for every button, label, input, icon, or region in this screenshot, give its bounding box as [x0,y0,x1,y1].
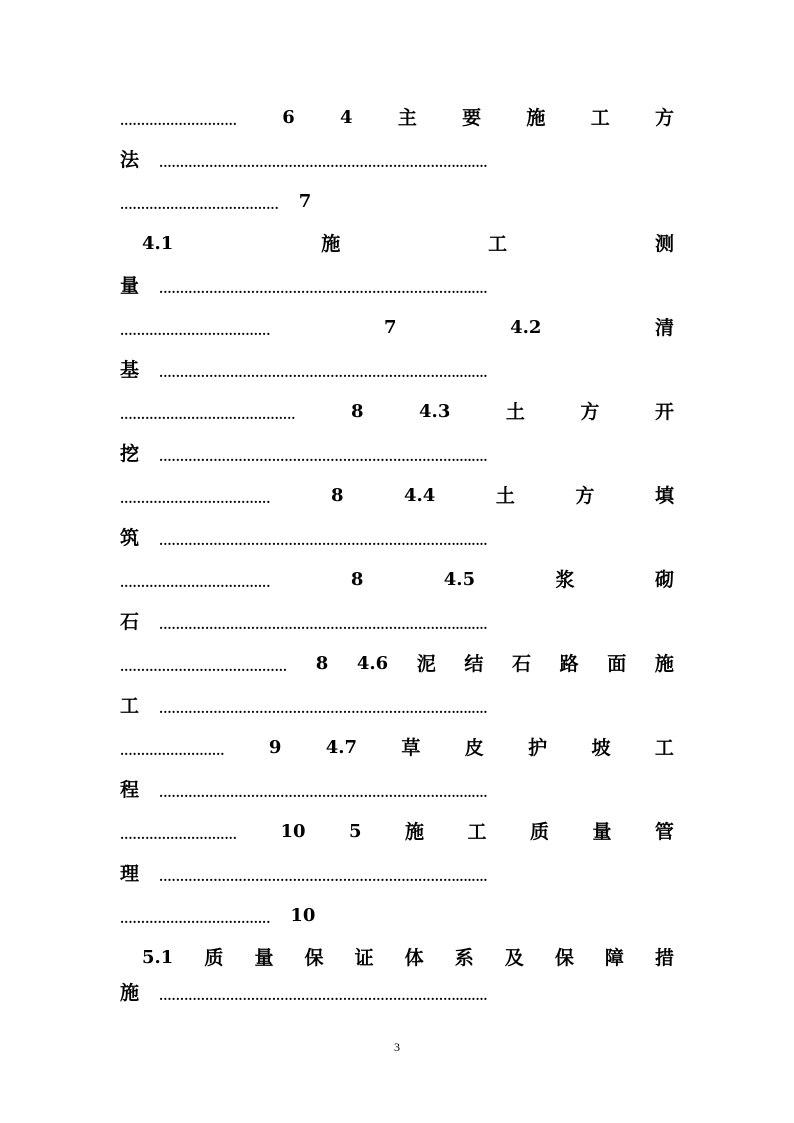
heading-char: 工 [654,737,674,759]
heading-char: 方 [654,107,674,129]
leader-dots: ......................... [120,744,225,758]
section-number: 4.4 [404,485,436,506]
heading-char: 体 [404,947,424,969]
toc-line [120,523,674,553]
heading-char: 保 [304,947,324,969]
heading-char: 质 [529,821,549,843]
toc-line [120,733,674,763]
heading-char: 砌 [654,569,674,591]
heading-char: 石 [120,611,140,633]
heading-char: 量 [120,275,140,297]
leader-dots: .......................................... [120,408,296,422]
section-number: 5 [348,821,362,842]
heading-char: 坡 [591,737,611,759]
page-ref: 10 [280,821,306,842]
page-ref: 10 [290,905,316,926]
heading-char: 方 [575,485,595,507]
heading-char: 证 [354,947,374,969]
heading-char: 量 [254,947,274,969]
heading-char: 要 [462,107,482,129]
heading-char: 石 [512,653,532,675]
section-number: 4.1 [142,233,174,254]
toc-line [120,481,674,511]
toc-line [120,607,674,637]
heading-char: 工 [120,695,140,717]
heading-char: 质 [204,947,224,969]
section-number: 4 [340,107,353,128]
leader-dots: ......................................................................……… [159,786,488,800]
toc-line [120,978,674,1008]
heading-char: 草 [401,737,421,759]
toc-line [120,145,674,175]
heading-char: 理 [120,863,140,885]
toc-line [120,691,674,721]
heading-char: 系 [454,947,474,969]
section-number: 5.1 [142,947,174,968]
heading-char: 面 [607,653,627,675]
heading-char: 结 [464,653,484,675]
leader-dots: ......................................................................……… [159,366,488,380]
leader-dots: ......................................................................……… [159,534,488,548]
toc-line [120,565,674,595]
heading-char: 测 [654,233,674,255]
leader-dots: ......................................................................……… [159,870,488,884]
heading-char: 量 [592,821,612,843]
leader-dots: ........................................ [120,660,288,674]
page-number: 3 [394,1040,400,1054]
heading-char: 管 [654,821,674,843]
toc-line [120,859,674,889]
heading-char: 泥 [416,653,436,675]
leader-dots: ......................................................................……… [159,618,488,632]
heading-char: 路 [559,653,579,675]
heading-char: 保 [554,947,574,969]
heading-char: 基 [120,359,140,381]
leader-dots: ......................................................................……… [159,702,488,716]
toc-line [120,817,674,847]
heading-char: 程 [120,779,140,801]
heading-char: 工 [488,233,508,255]
heading-char: 法 [120,149,140,171]
page-ref: 9 [268,737,282,758]
toc-line [120,313,674,343]
toc-line [120,775,674,805]
toc-line [120,901,674,931]
page-ref: 7 [383,317,397,338]
heading-char: 施 [321,233,341,255]
section-number: 4.5 [443,569,476,590]
heading-char: 措 [654,947,674,969]
leader-dots: ......................................................................……… [159,989,488,1003]
page-ref: 8 [350,569,364,590]
toc-line [120,649,674,679]
leader-dots: ......................................................................……… [159,450,488,464]
toc-line [142,943,674,973]
leader-dots: ............................ [120,114,237,128]
page-ref: 8 [315,653,329,674]
section-number: 4.7 [325,737,358,758]
heading-char: 主 [397,107,417,129]
heading-char: 清 [654,317,674,339]
page-ref: 7 [298,191,312,212]
page-ref: 6 [282,107,295,128]
toc-line [120,187,674,217]
heading-char: 填 [654,485,674,507]
heading-char: 筑 [120,527,140,549]
heading-char: 方 [580,401,600,423]
leader-dots: .................................... [120,912,271,926]
heading-char: 工 [467,821,487,843]
heading-char: 及 [504,947,524,969]
heading-char: 土 [505,401,525,423]
page-ref: 8 [330,485,344,506]
heading-char: 工 [590,107,610,129]
toc-line [120,397,674,427]
heading-char: 土 [495,485,515,507]
section-number: 4.6 [356,653,389,674]
leader-dots: ......................................................................……… [159,282,488,296]
leader-dots: .................................... [120,324,271,338]
heading-char: 施 [526,107,546,129]
heading-char: 护 [528,737,548,759]
toc-line [142,229,674,259]
toc-line [120,355,674,385]
section-number: 4.2 [510,317,542,338]
heading-char: 挖 [120,443,140,465]
page-ref: 8 [350,401,364,422]
toc-line [120,271,674,301]
leader-dots: ...................................... [120,198,279,212]
toc-line [120,439,674,469]
leader-dots: ............................ [120,828,237,842]
toc-line [120,103,674,133]
heading-char: 开 [654,401,674,423]
heading-char: 施 [404,821,424,843]
leader-dots: ......................................................................……… [159,156,488,170]
section-number: 4.3 [419,401,451,422]
leader-dots: .................................... [120,492,271,506]
leader-dots: .................................... [120,576,271,590]
heading-char: 施 [654,653,674,675]
heading-char: 障 [604,947,624,969]
heading-char: 施 [120,982,140,1004]
heading-char: 浆 [555,569,575,591]
heading-char: 皮 [464,737,484,759]
